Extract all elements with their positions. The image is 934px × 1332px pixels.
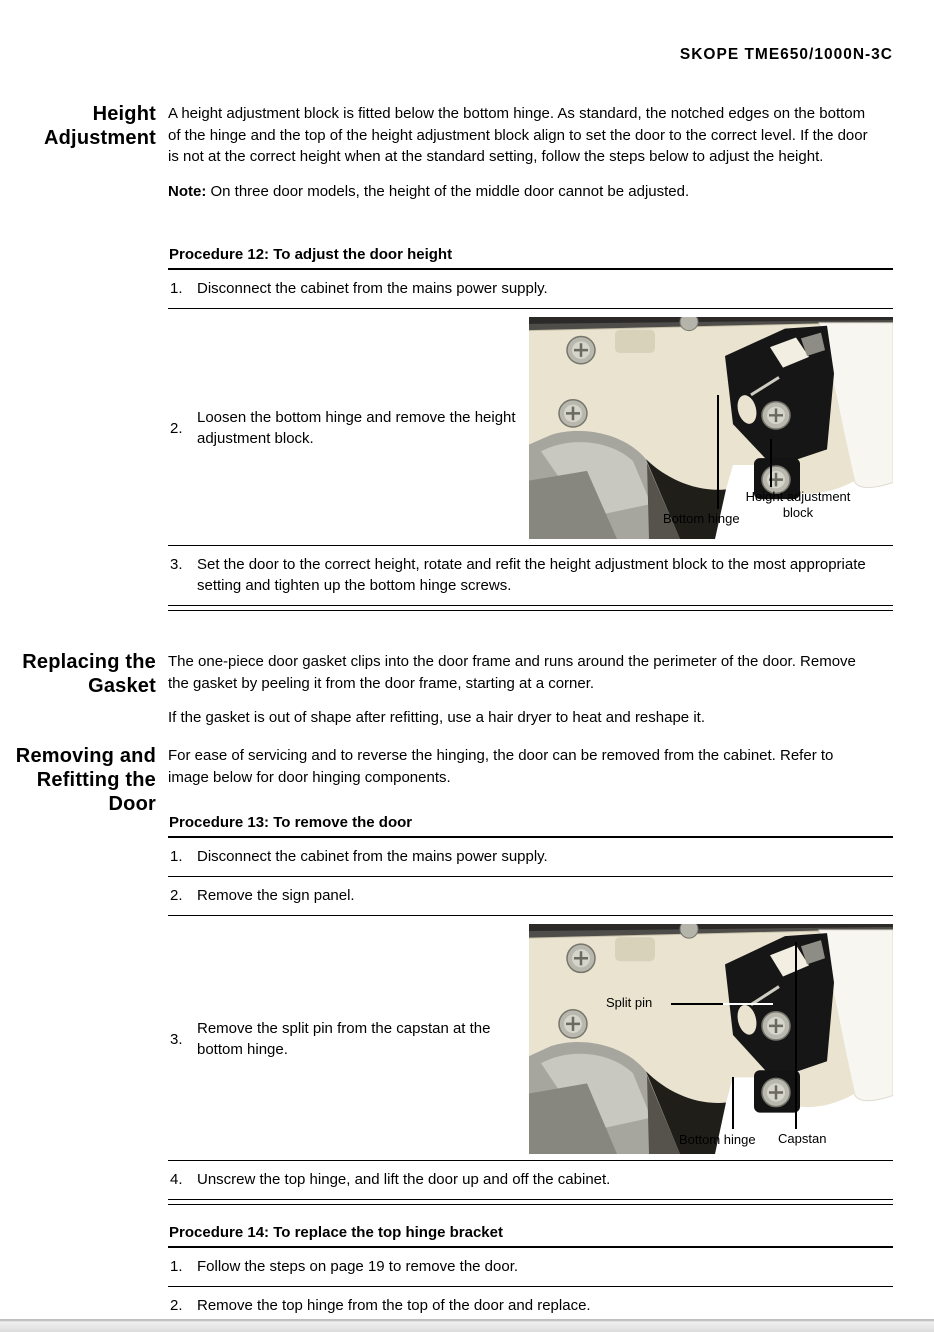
label-leader-line [717,395,719,509]
step-number: 4. [170,1171,183,1188]
step-row [168,1161,893,1199]
procedure-13-table [168,814,893,1205]
step-text: Remove the sign panel. [197,887,355,904]
body-paragraph: The one-piece door gasket clips into the door frame and runs around the perimeter of the door. Remove the gasket by peeling it from the door frame, starting at a corner. [168,653,856,692]
figure-label-line: block [782,505,814,520]
step-row [168,838,893,877]
step-text: Disconnect the cabinet from the mains power supply. [197,848,548,865]
section-heading: Replacing the Gasket [22,651,156,697]
label-leader-line [671,1003,723,1005]
step-number: 3. [170,1030,183,1048]
step-row [168,270,893,309]
step-number: 1. [170,848,183,865]
procedure-12-title: Procedure 12: To adjust the door height [168,246,893,270]
figure-bottom-hinge-split-pin [529,924,893,1154]
step-number: 2. [170,887,183,904]
figure-bottom-hinge-height-block [529,317,893,539]
figure-label-bottom-hinge: Bottom hinge [663,511,740,526]
step-text: Unscrew the top hinge, and lift the door up and off the cabinet. [197,1171,611,1188]
step-number: 1. [170,1258,183,1275]
document-title: SKOPE TME650/1000N-3C [679,46,893,63]
figure-label-split-pin: Split pin [606,995,653,1010]
note-text: On three door models, the height of the middle door cannot be adjusted. [210,182,690,200]
section-body [168,745,878,801]
figure-label-height-adjustment-block [728,489,868,521]
note-label: Note: [168,182,207,200]
figure-label-capstan: Capstan [778,1131,827,1146]
body-paragraph: If the gasket is out of shape after refitting, use a hair dryer to heat and reshape it. [168,709,705,726]
section-body [168,651,878,742]
step-text: Set the door to the correct height, rotate and refit the height adjustment block to the most appropriate setting and tighten up the bottom hinge screws. [197,556,866,594]
section-body [168,103,878,215]
page-bottom-edge [0,1319,934,1332]
procedure-end-rule [168,605,893,611]
figure-label-bottom-hinge: Bottom hinge [679,1132,756,1147]
section-heading: Removing and Refitting the Door [15,745,156,815]
figure-label-line: Height adjustment [745,489,851,504]
label-leader-line [732,1077,734,1129]
step-text: Remove the top hinge from the top of the door and replace. [197,1297,591,1314]
step-text: Loosen the bottom hinge and remove the height adjustment block. [197,409,516,447]
step-row [168,916,893,1161]
label-leader-line [723,1003,773,1005]
step-row [168,877,893,916]
step-text: Remove the split pin from the capstan at the bottom hinge. [197,1020,491,1058]
step-number: 3. [170,556,183,573]
step-row [168,309,893,546]
step-text: Follow the steps on page 19 to remove the door. [197,1258,519,1275]
body-paragraph: A height adjustment block is fitted below the bottom hinge. As standard, the notched edges on the bottom of the hinge and the top of the height adjustment block align to set the door to the correct level. If the door is not at the correct height when at the standard setting, follow the steps below to adjust the height. [168,105,868,165]
section-heading: Height Adjustment [44,103,156,149]
procedure-14-table [168,1224,893,1331]
procedure-14-title: Procedure 14: To replace the top hinge bracket [168,1224,893,1248]
label-leader-line [770,439,772,487]
procedure-12-table [168,246,893,611]
procedure-end-rule [168,1199,893,1205]
bottom-hinge-photo [529,924,893,1154]
step-row [168,546,893,605]
procedure-13-title: Procedure 13: To remove the door [168,814,893,838]
step-number: 2. [170,419,183,437]
body-paragraph: For ease of servicing and to reverse the hinging, the door can be removed from the cabinet. Refer to image below for door hinging components. [168,747,834,786]
step-number: 2. [170,1297,183,1314]
note [168,181,878,203]
step-text: Disconnect the cabinet from the mains power supply. [197,280,548,297]
step-number: 1. [170,280,183,297]
step-row [168,1248,893,1287]
label-leader-line [795,942,797,1129]
